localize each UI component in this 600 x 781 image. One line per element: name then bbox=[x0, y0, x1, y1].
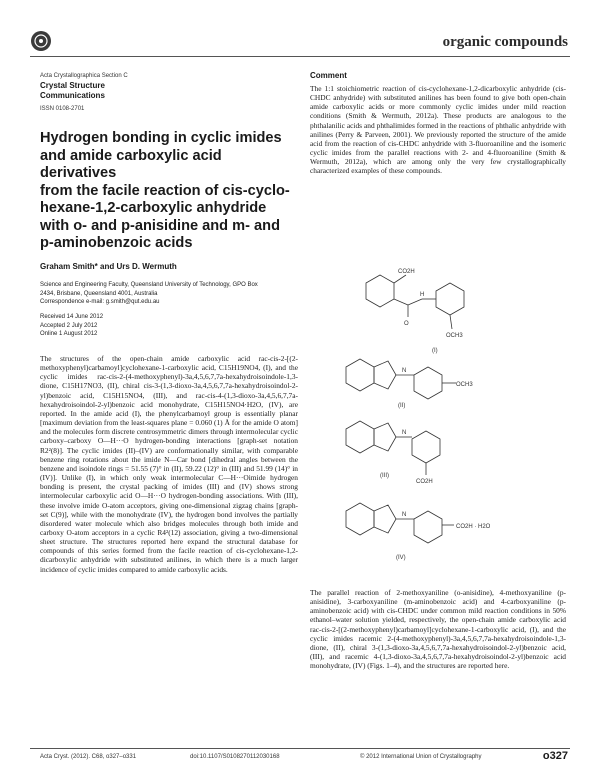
title-line: Hydrogen bonding in cyclic imides bbox=[40, 130, 282, 146]
scheme-label-ii: (II) bbox=[398, 403, 406, 409]
authors: Graham Smith* and Urs D. Wermuth bbox=[40, 262, 177, 271]
doi: doi:10.1107/S0108270112030168 bbox=[190, 754, 280, 760]
scheme-label-iii: (III) bbox=[380, 473, 389, 479]
article-title bbox=[40, 130, 300, 253]
correspondence-email: Correspondence e-mail: g.smith@qut.edu.au bbox=[40, 299, 160, 306]
comment-heading: Comment bbox=[310, 71, 347, 80]
co2h-label: CO2H bbox=[398, 269, 415, 275]
journal-section: Acta Crystallographica Section C bbox=[40, 73, 128, 79]
page-number: o327 bbox=[542, 750, 568, 762]
n-label: N bbox=[402, 512, 407, 518]
co2h-label: CO2H bbox=[416, 479, 433, 485]
och3-label: OCH3 bbox=[446, 333, 463, 339]
journal-name-line-2: Communications bbox=[40, 91, 105, 100]
title-line: from the facile reaction of cis-cyclo- bbox=[40, 182, 290, 199]
date-accepted: Accepted 2 July 2012 bbox=[40, 322, 98, 329]
structure-i bbox=[366, 269, 464, 354]
iucr-logo-icon bbox=[30, 30, 52, 52]
chemical-scheme bbox=[340, 255, 540, 575]
n-label: N bbox=[402, 430, 407, 436]
affiliation-line: 2434, Brisbane, Queensland 4001, Australia bbox=[40, 290, 158, 297]
n-label: N bbox=[402, 368, 407, 374]
abstract: The structures of the open-chain amide carboxylic acid rac-cis-2-[(2-methoxyphenyl)carbamoyl]cyclohexane-1-carboxylic acid, C15H19NO4, (I), and the cyclic imides rac-cis-2-(4-methoxyphenyl)-3a,4,5,6,7,7a-hexahydroisoindole-1,3-dione, C15H17NO3, (II), chiral cis-3-(1,3-dioxo-3a,4,5,6,7,7a-hexahydroisoindol-2-yl)benzoic acid, C15H15NO4, (III), and rac-cis-4-(1,3-dioxo-3a,4,5,6,7,7a-hexahydroisoindol-2-yl)benzoic acid monohydrate, C15H15NO4·H2O, (IV), are reported. In the amide acid (I), the phenylcarbamoyl group is essentially planar [maximum deviation from the least-squares plane = 0.060 (1) Å for the amide O atom] and the molecules form discrete centrosymmetric dimers through intermolecular cyclic carboxy–carboxy O—H···O hydrogen-bonding interactions [graph-set notation R2²(8)]. The cyclic imides (II)–(IV) are conformationally similar, with comparable benzene ring rotations about the imide N—Car bond [dihedral angles between the benzene and isoindole rings = 51.55 (7)° in (II), 59.22 (12)° in (III) and 51.99 (14)° in (IV)]. Unlike (I), in which only weak intermolecular C—H···Oimide hydrogen bonding is present, the crystal packing of imides (III) and (IV) shows strong intermolecular carboxylic acid O—H···O hydrogen-bonding associations. With (III), these involve imide O-atom acceptors, giving one-dimensional zigzag chains [graph-set C(9)], while with the monohydrate (IV), the hydrogen bond involves the partially disordered water molecule which also bridges molecules through both imide and carboxy O-atom acceptors in a cyclic R4²(12) association, giving a two-dimensional sheet structure. The structures reported here expand the structural database for compounds of this series formed from the facile reaction of cis-cyclohexane-1,2-dicarboxylic anhydride with substituted anilines, in which there is a much larger incidence of cyclic imides compared to amide carboxylic acids. bbox=[40, 354, 298, 574]
comment-paragraph-2: The parallel reaction of 2-methoxyaniline (o-anisidine), 4-methoxyaniline (p-anisidine), 3-carboxyaniline (m-aminobenzoic acid) and 4-carboxyaniline (p-aminobenzoic acid) with cis-CHDC under common mild reaction conditions in 50% ethanol–water solution yielded, respectively, the open-chain amide carboxylic acid rac-cis-2-[(2-methoxyphenyl)carbamoyl]cyclohexane-1-carboxylic acid, (I), and the cyclic imides racemic 2-(4-methoxyphenyl)-3a,4,5,6,7,7a-hexahydroisoindole-1,3-dione, (II), chiral 3-(1,3-dioxo-3a,4,5,6,7,7a-hexahydroisoindol-2-yl)benzoic acid, (III), and racemic 4-(1,3-dioxo-3a,4,5,6,7,7a-hexahydroisoindol-2-yl)benzoic acid monohydrate, (IV) (Figs. 1–4), and the structures are reported here. bbox=[310, 588, 566, 671]
title-line: hexane-1,2-carboxylic anhydride bbox=[40, 200, 267, 216]
date-received: Received 14 June 2012 bbox=[40, 314, 104, 320]
affiliation-line: Science and Engineering Faculty, Queensland University of Technology, GPO Box bbox=[40, 282, 258, 288]
footer-rule bbox=[30, 748, 570, 749]
issn: ISSN 0108-2701 bbox=[40, 106, 85, 112]
header-rule bbox=[30, 56, 570, 57]
affiliation bbox=[40, 281, 305, 307]
och3-label: OCH3 bbox=[456, 382, 473, 388]
scheme-label-iv: (IV) bbox=[396, 555, 406, 561]
structure-ii bbox=[346, 359, 473, 409]
citation: Acta Cryst. (2012). C68, o327–o331 bbox=[40, 754, 137, 760]
title-line: with o- and p-anisidine and m- and bbox=[40, 217, 280, 234]
comment-paragraph-1: The 1:1 stoichiometric reaction of cis-cyclohexane-1,2-dicarboxylic anhydride (cis-CHDC anhydride) with substituted anilines has been found to give both open-chain amide carboxylic acids or more commonly cyclic imides under mild reaction conditions (Smith & Wermuth, 2012a). These products are analogous to the phthalanilic acids and phthalimides formed in the reactions of phthalic anhydride with anilines (Perry & Parveen, 2001). We previously reported the structure of the amide acid from the reaction of cis-CHDC anhydride with 3-fluoroaniline and the isomeric cyclic imides from the parallel reactions with 2- and 4-fluoroaniline (Smith & Wermuth, 2012a), which are among only the very few crystallographically characterized examples of these compounds. bbox=[310, 84, 566, 176]
copyright: © 2012 International Union of Crystallography bbox=[360, 754, 482, 760]
section-heading: organic compounds bbox=[442, 34, 568, 50]
co2h-water-label: CO2H · H2O bbox=[456, 524, 491, 530]
journal-name-line-1: Crystal Structure bbox=[40, 81, 105, 90]
structure-iv bbox=[346, 503, 491, 561]
title-line: p-aminobenzoic acids bbox=[40, 235, 193, 251]
scheme-label-i: (I) bbox=[432, 348, 438, 354]
date-online: Online 1 August 2012 bbox=[40, 331, 98, 338]
oxygen-label: O bbox=[404, 321, 409, 327]
structure-iii bbox=[346, 421, 440, 485]
nh-label: H bbox=[420, 292, 425, 298]
dates bbox=[40, 313, 295, 339]
title-line: and amide carboxylic acid derivatives bbox=[40, 147, 222, 181]
